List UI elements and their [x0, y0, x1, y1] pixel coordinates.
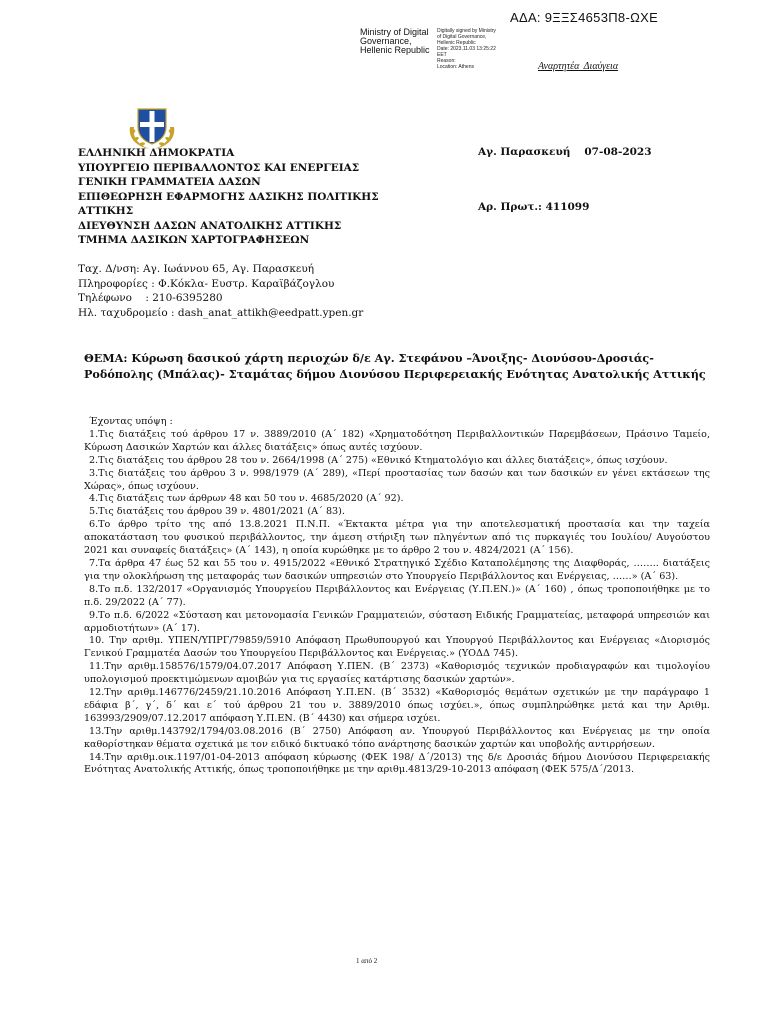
place-and-date: [478, 146, 652, 158]
ministry-line: Hellenic Republic: [360, 45, 430, 55]
ada-number: ΑΔΑ: 9ΞΞΣ4653Π8-ΩΧΕ: [510, 10, 659, 25]
digital-signature-details: [437, 28, 527, 70]
document-body: [84, 416, 710, 777]
authority-line: ΔΙΕΥΘΥΝΣΗ ΔΑΣΩΝ ΑΝΑΤΟΛΙΚΗΣ ΑΤΤΙΚΗΣ: [78, 219, 342, 232]
authority-line: ΕΛΛΗΝΙΚΗ ΔΗΜΟΚΡΑΤΙΑ: [78, 147, 235, 159]
signature-line: EET: [437, 52, 447, 58]
list-item: 8.Το π.δ. 132/2017 «Οργανισμός Υπουργείου Περιβάλλοντος και Ενέργειας (Υ.Π.ΕΝ.)» (Α΄ 160) , όπως τροποποιήθηκε με το π.δ. 29/2022 (Α΄ 77).: [84, 583, 710, 608]
subject: [84, 350, 710, 382]
contact-block: [78, 262, 498, 320]
list-item: 5.Τις διατάξεις του άρθρου 39 ν. 4801/2021 (Α΄ 83).: [89, 506, 345, 518]
authority-line: ΕΠΙΘΕΩΡΗΣΗ ΕΦΑΡΜΟΓΗΣ ΔΑΣΙΚΗΣ ΠΟΛΙΤΙΚΗΣ ΑΤΤΙΚΗΣ: [78, 190, 379, 217]
subject-text: Κύρωση δασικού χάρτη περιοχών δ/ε Αγ. Στεφάνου –Άνοιξης- Διονύσου-Δροσιάς-Ροδόπολης (Μπάλας)- Σταμάτας δήμου Διονύσου Περιφερειακής Ενότητας Ανατολικής Αττικής: [84, 351, 706, 381]
contact-email: Ηλ. ταχυδρομείο : dash_anat_attikh@eedpatt.ypen.gr: [78, 306, 364, 319]
contact-phone: Τηλέφωνο : 210-6395280: [78, 292, 223, 304]
list-item: 1.Τις διατάξεις τού άρθρου 17 ν. 3889/2010 (Α΄ 182) «Χρηματοδότηση Περιβαλλοντικών Παρεμβάσεων, Πράσινο Ταμείο, Κύρωση Δασικών Χαρτών και άλλες διατάξεις» όπως αυτές ισχύουν.: [84, 428, 710, 453]
authority-line: ΥΠΟΥΡΓΕΙΟ ΠΕΡΙΒΑΛΛΟΝΤΟΣ ΚΑΙ ΕΝΕΡΓΕΙΑΣ: [78, 161, 360, 174]
list-item: 10. Την αριθμ. ΥΠΕΝ/ΥΠΡΓ/79859/5910 Απόφαση Πρωθυπουργού και Υπουργού Περιβάλλοντος και Ενέργειας «Διορισμός Γενικού Γραμματέα Δασών του Υπουργείου Περιβάλλοντος και Ενέργειας.» (ΥΟΔΔ 745).: [84, 635, 710, 660]
authority-line: ΓΕΝΙΚΗ ΓΡΑΜΜΑΤΕΙΑ ΔΑΣΩΝ: [78, 176, 261, 188]
page-number: 1 από 2: [356, 957, 378, 965]
signature-line: Location: Athens: [437, 64, 474, 70]
list-item: 12.Την αριθμ.146776/2459/21.10.2016 Απόφαση Υ.Π.ΕΝ. (Β΄ 3532) «Καθορισμός θεμάτων σχετικών με την παράγραφο 1 εδάφια β΄, γ΄, δ΄ και ε΄ τού άρθρου 21 του ν. 3889/2010 όπως ισχύει.», όπως συμπληρώθηκε μετά και την Αριθμ. 163993/2909/07.12.2017 απόφαση Υ.Π.ΕΝ. (Β΄ 4430) και σήμερα ισχύει.: [84, 687, 710, 724]
list-item: 11.Την αριθμ.158576/1579/04.07.2017 Απόφαση Υ.ΠΕΝ. (Β΄ 2373) «Καθορισμός τεχνικών προδιαγραφών και τιμολογίου υπολογισμού προεκτιμώμενων αμοιβών για τις εργασίες κατάρτισης δασικών χαρτών».: [84, 661, 710, 686]
signature-line: of Digital Governance,: [437, 34, 487, 40]
signature-line: Reason:: [437, 58, 456, 64]
protocol-number: Αρ. Πρωτ.: 411099: [478, 201, 590, 213]
ministry-line: Governance,: [360, 36, 412, 46]
signature-line: Digitally signed by Ministry: [437, 28, 496, 34]
date: 07-08-2023: [584, 146, 652, 158]
list-item: 9.Το π.δ. 6/2022 «Σύσταση και μετονομασία Γενικών Γραμματειών, σύσταση Ειδικής Γραμματείας, μεταφορά υπηρεσιών και αρμοδιοτήτων» (Α΄ 17).: [84, 609, 710, 634]
list-item: 14.Την αριθμ.οικ.1197/01-04-2013 απόφαση κύρωσης (ΦΕΚ 198/ Δ΄/2013) της δ/ε Δροσιάς δήμου Διονύσου Περιφερειακής Ενότητας Ανατολικής Αττικής, όπως τροποποιήθηκε με την αριθμ.4813/29-10-2013 απόφαση (ΦΕΚ 575/Δ΄/2013.: [84, 751, 710, 776]
subject-label: ΘΕΜΑ:: [84, 351, 128, 365]
greek-emblem-icon: [124, 97, 180, 153]
signature-line: Hellenic Republic: [437, 40, 476, 46]
list-item: 13.Την αριθμ.143792/1794/03.08.2016 (Β΄ 2750) Απόφαση αν. Υπουργού Περιβάλλοντος και Ενέργειας με την οποία καθορίστηκαν θέματα σχετικά με τον ειδικό δικτυακό τόπο ανάρτησης δασικών χαρτών και υποβολής αντιρρήσεων.: [84, 725, 710, 750]
authority-header: [78, 146, 418, 248]
signature-line: Date: 2023.11.03 13:25:22: [437, 46, 496, 52]
list-item: 7.Τα άρθρα 47 έως 52 και 55 του ν. 4915/2022 «Εθνικό Στρατηγικό Σχέδιο Καταπολέμησης της Διαφθοράς, …….. διατάξεις για την ολοκλήρωση της μεταφοράς των δασικών υπηρεσιών στο Υπουργείο Περιβάλλοντος και Ενέργειας, ……» (Α΄ 63).: [84, 557, 710, 582]
ministry-signature-block: [360, 28, 432, 55]
list-item: 3.Τις διατάξεις του άρθρου 3 ν. 998/1979 (Α΄ 289), «Περί προστασίας των δασών και των δασικών εν γένει εκτάσεων της Χώρας», όπως ισχύουν.: [84, 467, 710, 492]
contact-address: Ταχ. Δ/νση: Αγ. Ιωάννου 65, Αγ. Παρασκευή: [78, 263, 315, 275]
authority-line: ΤΜΗΜΑ ΔΑΣΙΚΩΝ ΧΑΡΤΟΓΡΑΦΗΣΕΩΝ: [78, 234, 310, 246]
contact-info: Πληροφορίες : Φ.Κόκλα- Ευστρ. Καραϊβάζογλου: [78, 277, 335, 290]
ministry-line: Ministry of Digital: [360, 27, 429, 37]
place: Αγ. Παρασκευή: [478, 146, 571, 158]
anartitea-label: Αναρτητέα Διαύγεια: [538, 61, 619, 72]
list-item: 6.Το άρθρο τρίτο της από 13.8.2021 Π.Ν.Π. «Έκτακτα μέτρα για την αποτελεσματική προστασία και την ταχεία αποκατάσταση του φυσικού περιβάλλοντος, την άμεση στήριξη των πληγέντων από τις πυρκαγιές του Ιουλίου/ Αυγούστου 2021 και συναφείς διατάξεις» (Α΄ 143), η οποία κυρώθηκε με το άρθρο 2 του ν. 4824/2021 (Α΄ 156).: [84, 519, 710, 557]
list-item: 2.Τις διατάξεις του άρθρου 28 του ν. 2664/1998 (Α΄ 275) «Εθνικό Κτηματολόγιο και άλλες διατάξεις», όπως ισχύουν.: [89, 454, 668, 466]
body-intro: Έχοντας υπόψη :: [89, 416, 173, 427]
list-item: 4.Τις διατάξεις των άρθρων 48 και 50 του ν. 4685/2020 (Α΄ 92).: [89, 493, 404, 505]
